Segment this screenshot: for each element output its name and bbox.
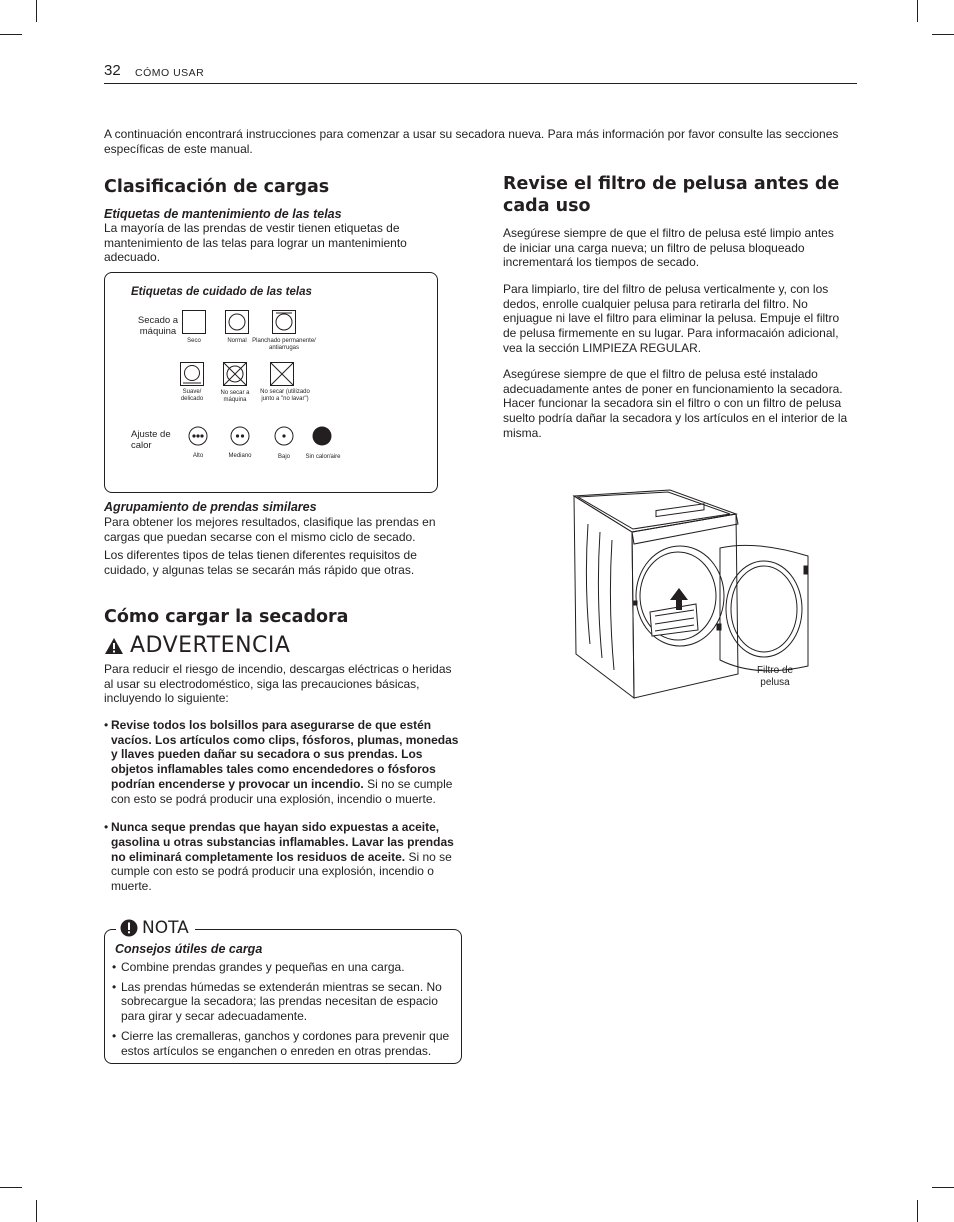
crop-mark — [36, 1200, 37, 1222]
sorting-title: Clasificación de cargas — [104, 177, 330, 197]
bullet-text: Si no se cumple con esto se podrá producir una explosión, incendio o muerte. — [111, 849, 452, 894]
note-title: NOTA — [142, 918, 189, 938]
warning-bullet — [104, 718, 464, 806]
do-not-tumble-dry-icon — [223, 362, 247, 386]
crop-mark — [0, 1187, 22, 1188]
care-label-chart — [104, 272, 438, 493]
note-item: • Combine prendas grandes y pequeñas en una carga. — [112, 960, 454, 975]
warning-title: ADVERTENCIA — [130, 633, 291, 658]
warning-bullets — [104, 718, 464, 908]
warning-bullet — [104, 820, 464, 894]
crop-mark — [917, 1200, 918, 1222]
symbol-label: No secar a máquina — [220, 390, 250, 403]
exclamation-icon — [120, 919, 138, 937]
loading-title: Cómo cargar la secadora — [104, 607, 349, 627]
heat-none-icon — [312, 426, 332, 446]
intro-paragraph: A continuación encontrará instrucciones para comenzar a usar su secadora nueva. Para más información por favor consulte las secciones específicas de este manual. — [104, 127, 839, 156]
page-header — [104, 62, 857, 84]
tumble-dry-square-icon — [182, 310, 206, 334]
crop-mark — [917, 0, 918, 22]
crop-mark — [36, 0, 37, 22]
note-item: • Las prendas húmedas se extenderán mientras se secan. No sobrecargue la secadora; las prendas necesitan de espacio para girar y secar adecuadamente. — [112, 980, 454, 1024]
tumble-dry-normal-icon — [225, 310, 249, 334]
tumble-dry-delicate-icon — [180, 362, 204, 386]
note-heading: Consejos útiles de carga — [115, 942, 263, 956]
filter-paragraph: Para limpiarlo, tire del filtro de pelusa verticalmente y, con los dedos, enrolle cualquier pelusa para retirarla del filtro. No enjuague ni lave el filtro para eliminar la pelusa. Empuje el filtro de pelusa firmemente en su lugar. Para informacaión adicional, vea la sección LIMPIEZA REGULAR. — [503, 282, 840, 355]
grouping-text: Para obtener los mejores resultados, clasifique las prendas en cargas que puedan secarse con el mismo ciclo de secado. — [104, 515, 436, 544]
note-list — [112, 960, 454, 1063]
grouping-heading: Agrupamiento de prendas similares — [104, 500, 317, 514]
warning-triangle-icon — [104, 637, 124, 655]
symbol-label: Seco — [187, 338, 201, 344]
heat-level-label: Bajo — [277, 454, 290, 460]
filter-title: Revise el filtro de pelusa antes de cada uso — [503, 174, 840, 216]
crop-mark — [0, 34, 22, 35]
care-chart-title: Etiquetas de cuidado de las telas — [131, 286, 312, 298]
symbol-label: No secar (utilizado junto a "no lavar") — [260, 389, 310, 402]
care-labels-text: La mayoría de las prendas de vestir tienen etiquetas de mantenimiento de las telas para lograr un mantenimiento adecuado. — [104, 221, 407, 265]
heat-low-icon — [274, 426, 294, 446]
do-not-dry-icon — [270, 362, 294, 386]
note-item: • Cierre las cremalleras, ganchos y cordones para prevenir que estos artículos se enganchen o enreden en otras prendas. — [112, 1029, 454, 1058]
bullet-bold-text: Nunca seque prendas que hayan sido expuestas a aceite, gasolina u otras substancias inflamables. Lavar las prendas no eliminará completamente los residuos de aceite. — [111, 820, 454, 864]
heat-level-label: Sin calor/aire — [305, 454, 341, 460]
heat-level-label: Alto — [192, 453, 204, 459]
filter-paragraph: Asegúrese siempre de que el filtro de pelusa esté instalado adecuadamente antes de poner en funcionamiento la secadora. Hacer funcionar la secadora sin el filtro o con un filtro de pelusa suelto podría dañar la secadora y los artículos en el interior de la misma. — [503, 367, 848, 440]
grouping-text: Los diferentes tipos de telas tienen diferentes requisitos de cuidado, y algunas telas se secarán más rápido que otras. — [104, 548, 417, 577]
filter-paragraph: Asegúrese siempre de que el filtro de pelusa esté limpio antes de iniciar una carga nueva; un filtro de pelusa bloqueado incrementará los tiempos de secado. — [503, 226, 834, 270]
bullet-bold-text: Revise todos los bolsillos para asegurarse de que estén vacíos. Los artículos como clips, fósforos, plumas, monedas y llaves pueden dañar su secadora o sus prendas. Los objetos inflamables tales como encendedores o fósforos podrían encenderse y provocar un incendio. — [111, 718, 459, 791]
warning-text: Para reducir el riesgo de incendio, descargas eléctricas o heridas al usar su electrodoméstico, siga las precauciones básicas, incluyendo lo siguiente: — [104, 662, 452, 706]
machine-dry-label: Secado a máquina — [137, 315, 179, 337]
crop-mark — [932, 34, 954, 35]
crop-mark — [932, 1187, 954, 1188]
heat-level-label: Mediano — [228, 453, 252, 459]
care-labels-heading: Etiquetas de mantenimiento de las telas — [104, 207, 342, 221]
symbol-label: Suave/ delicado — [180, 389, 204, 402]
heat-medium-icon — [230, 426, 250, 446]
heat-setting-label: Ajuste de calor — [131, 429, 171, 451]
symbol-label: Normal — [227, 338, 247, 344]
note-header — [116, 918, 195, 938]
tumble-dry-permanent-press-icon — [272, 310, 296, 334]
symbol-label: Planchado permanente/ antiarrugas — [252, 338, 316, 351]
section-label: CÓMO USAR — [135, 67, 205, 79]
heat-high-icon — [188, 426, 208, 446]
page-number: 32 — [104, 62, 121, 79]
lint-filter-label: Filtro de pelusa — [756, 665, 794, 688]
bullet-text: Si no se cumple con esto se podrá producir una explosión, incendio o muerte. — [111, 776, 453, 806]
warning-header — [104, 633, 290, 658]
